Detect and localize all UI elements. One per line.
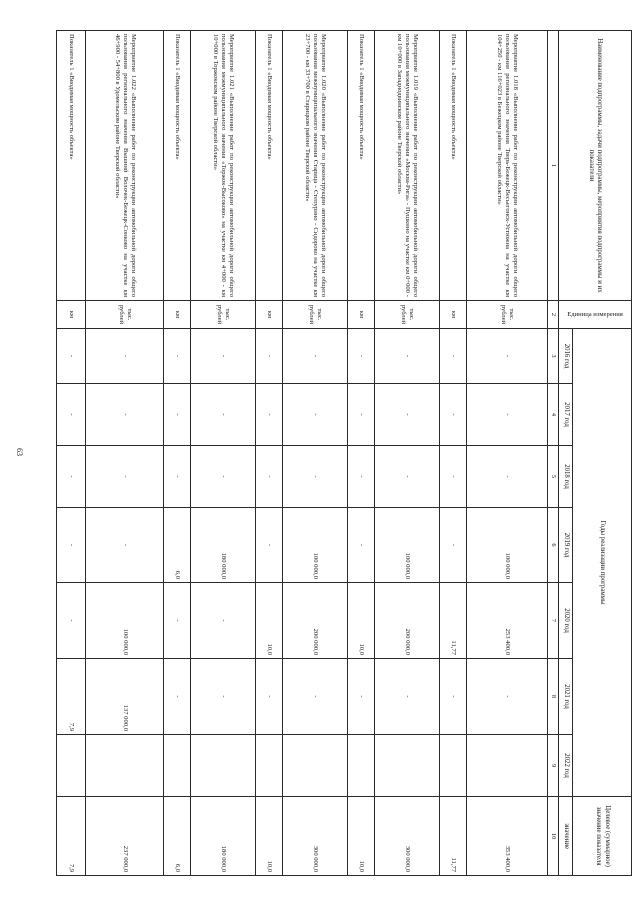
row-year-value: -	[163, 384, 190, 446]
row-year-value: -	[190, 446, 255, 508]
table-row	[190, 31, 255, 876]
row-year-value: -	[86, 446, 163, 508]
col-number: 1	[548, 31, 558, 301]
table-row	[163, 31, 190, 876]
header-target-group: Целевое (суммарное) значение показателя	[573, 797, 632, 876]
table-row	[439, 31, 466, 876]
col-number: 4	[548, 384, 558, 446]
row-year-value: -	[282, 384, 347, 446]
row-target-value: 353 400,0	[466, 797, 548, 876]
row-year-value	[466, 735, 548, 797]
header-target-value: значение	[558, 797, 573, 876]
row-year-value: -	[255, 446, 282, 508]
row-year-value: -	[374, 384, 439, 446]
row-year-value: -	[190, 384, 255, 446]
row-year-value	[282, 735, 347, 797]
header-year: 2021 год	[558, 659, 573, 735]
row-year-value: -	[466, 659, 548, 735]
header-unit-text: Единица измерения	[567, 310, 623, 318]
row-target-value: 180 000,0	[190, 797, 255, 876]
row-year-value: -	[57, 583, 86, 659]
row-name: Показатель 1 «Вводимая мощность объекта»	[57, 31, 86, 301]
col-number: 2	[548, 301, 558, 329]
row-name: Мероприятие 1.019 «Выполнение работ по реконструкции автомобильной дороги общего пользования межмуниципального значения «Москва-Рига» - Пушкино на участке км 0+000 - км 10+000 в Западнодвинском районе Тверской области»	[374, 31, 439, 301]
row-year-value: 7,9	[57, 659, 86, 735]
row-year-value: -	[439, 384, 466, 446]
header-year: 2022 год	[558, 735, 573, 797]
row-name: Мероприятие 1.022 «Выполнение работ по реконструкции автомобильной дороги общего пользования регионального значения Вышний Волочек-Бежецк-Сонково на участке км 46+900 - 54+800 в Удомельском районе Тверской области»	[86, 31, 163, 301]
row-name: Показатель 1 «Вводимая мощность объекта»	[163, 31, 190, 301]
col-number: 7	[548, 583, 558, 659]
row-name: Показатель 1 «Вводимая мощность объекта»	[347, 31, 374, 301]
row-unit: тыс. рублей	[466, 301, 548, 329]
row-year-value: 253 400,0	[466, 583, 548, 659]
header-years-group: Годы реализации программы	[573, 329, 632, 797]
rotated-page	[56, 30, 632, 875]
row-unit: км	[57, 301, 86, 329]
row-unit: км	[347, 301, 374, 329]
row-name: Показатель 1 «Вводимая мощность объекта»	[439, 31, 466, 301]
row-year-value: -	[86, 384, 163, 446]
row-name: Мероприятие 1.021 «Выполнение работ по реконструкции автомобильной дороги общего пользования межмуниципального значения «Торжок-Высоково» на участке км 4+000 - км 10+000 в Торжокском районе Тверской области»	[190, 31, 255, 301]
row-year-value: -	[163, 659, 190, 735]
row-year-value: -	[190, 583, 255, 659]
row-year-value: -	[255, 659, 282, 735]
row-year-value	[255, 735, 282, 797]
row-target-value: 300 000,0	[374, 797, 439, 876]
page-number: 63	[15, 448, 24, 456]
row-target-value: 237 000,0	[86, 797, 163, 876]
row-year-value: 6,0	[163, 508, 190, 583]
row-year-value: -	[86, 508, 163, 583]
header-unit	[558, 301, 631, 329]
row-unit: км	[255, 301, 282, 329]
row-target-value: 300 000,0	[282, 797, 347, 876]
row-year-value: -	[374, 446, 439, 508]
table-row	[86, 31, 163, 876]
row-target-value: 10,0	[255, 797, 282, 876]
row-year-value: 137 000,0	[86, 659, 163, 735]
row-year-value	[86, 735, 163, 797]
header-year: 2017 год	[558, 384, 573, 446]
row-unit: тыс. рублей	[86, 301, 163, 329]
row-year-value: -	[57, 446, 86, 508]
table-row	[374, 31, 439, 876]
row-year-value: 180 000,0	[190, 508, 255, 583]
row-year-value: -	[282, 659, 347, 735]
row-year-value: -	[347, 329, 374, 384]
row-year-value: -	[255, 384, 282, 446]
row-year-value: -	[282, 446, 347, 508]
row-year-value	[347, 735, 374, 797]
row-unit: тыс. рублей	[374, 301, 439, 329]
row-year-value: 100 000,0	[466, 508, 548, 583]
row-target-value: 10,0	[347, 797, 374, 876]
row-target-value: 6,0	[163, 797, 190, 876]
row-year-value: -	[57, 329, 86, 384]
col-number: 6	[548, 508, 558, 583]
row-year-value: 100 000,0	[282, 508, 347, 583]
header-year: 2019 год	[558, 508, 573, 583]
program-table	[56, 30, 632, 876]
col-number: 8	[548, 659, 558, 735]
row-year-value: 100 000,0	[374, 508, 439, 583]
row-target-value: 11,77	[439, 797, 466, 876]
row-year-value: -	[347, 384, 374, 446]
col-number: 5	[548, 446, 558, 508]
row-year-value: -	[439, 446, 466, 508]
row-unit: км	[439, 301, 466, 329]
row-unit: тыс. рублей	[282, 301, 347, 329]
row-year-value: -	[439, 508, 466, 583]
header-year: 2016 год	[558, 329, 573, 384]
row-year-value: -	[466, 384, 548, 446]
row-year-value: -	[347, 508, 374, 583]
row-year-value: -	[255, 329, 282, 384]
row-target-value: 7,9	[57, 797, 86, 876]
row-year-value: -	[282, 329, 347, 384]
row-year-value: -	[439, 659, 466, 735]
col-number: 9	[548, 735, 558, 797]
col-number: 10	[548, 797, 558, 876]
row-year-value: -	[347, 446, 374, 508]
row-year-value: 200 000,0	[282, 583, 347, 659]
row-year-value: 11,77	[439, 583, 466, 659]
row-unit: тыс. рублей	[190, 301, 255, 329]
row-year-value: -	[439, 329, 466, 384]
table-row	[255, 31, 282, 876]
row-year-value: -	[86, 329, 163, 384]
row-year-value: -	[163, 446, 190, 508]
row-year-value: -	[57, 384, 86, 446]
table-row	[347, 31, 374, 876]
row-year-value: -	[163, 329, 190, 384]
table-row	[282, 31, 347, 876]
row-year-value: -	[466, 446, 548, 508]
table-row	[466, 31, 548, 876]
row-year-value: -	[255, 508, 282, 583]
row-year-value: 10,0	[255, 583, 282, 659]
row-year-value: 100 000,0	[86, 583, 163, 659]
row-year-value: -	[190, 329, 255, 384]
row-unit: км	[163, 301, 190, 329]
row-year-value	[439, 735, 466, 797]
row-year-value: -	[374, 659, 439, 735]
row-year-value: -	[466, 329, 548, 384]
row-year-value: 10,0	[347, 583, 374, 659]
header-row-1	[573, 31, 632, 876]
row-name: Показатель 1 «Вводимая мощность объекта»	[255, 31, 282, 301]
row-year-value: -	[190, 659, 255, 735]
row-year-value	[374, 735, 439, 797]
col-number: 3	[548, 329, 558, 384]
row-name: Мероприятие 1.018 «Выполнение работ по реконструкции автомобильной дороги общего пользования регионального значения Тверь-Бежецк-Весьегонск-Устюжна на участке км 104+250 - км 116+023 в Бежецком районе Тверской области»	[466, 31, 548, 301]
row-name: Мероприятие 1.020 «Выполнение работ по реконструкции автомобильной дороги общего пользования межмуниципального значения Старица - Степурино - Сидорово на участке км 23+700 - км 33+700 в Старицком районе Тверской области»	[282, 31, 347, 301]
row-year-value: -	[163, 583, 190, 659]
column-number-row	[548, 31, 558, 876]
table-row	[57, 31, 86, 876]
row-year-value	[190, 735, 255, 797]
row-year-value	[57, 735, 86, 797]
row-year-value: -	[57, 508, 86, 583]
row-year-value: 200 000,0	[374, 583, 439, 659]
row-year-value: -	[347, 659, 374, 735]
row-year-value	[163, 735, 190, 797]
header-year: 2020 год	[558, 583, 573, 659]
header-name: Наименование подпрограммы, задачи подпрограммы, мероприятия подпрограммы и их показатели	[558, 31, 631, 301]
row-year-value: -	[374, 329, 439, 384]
header-year: 2018 год	[558, 446, 573, 508]
